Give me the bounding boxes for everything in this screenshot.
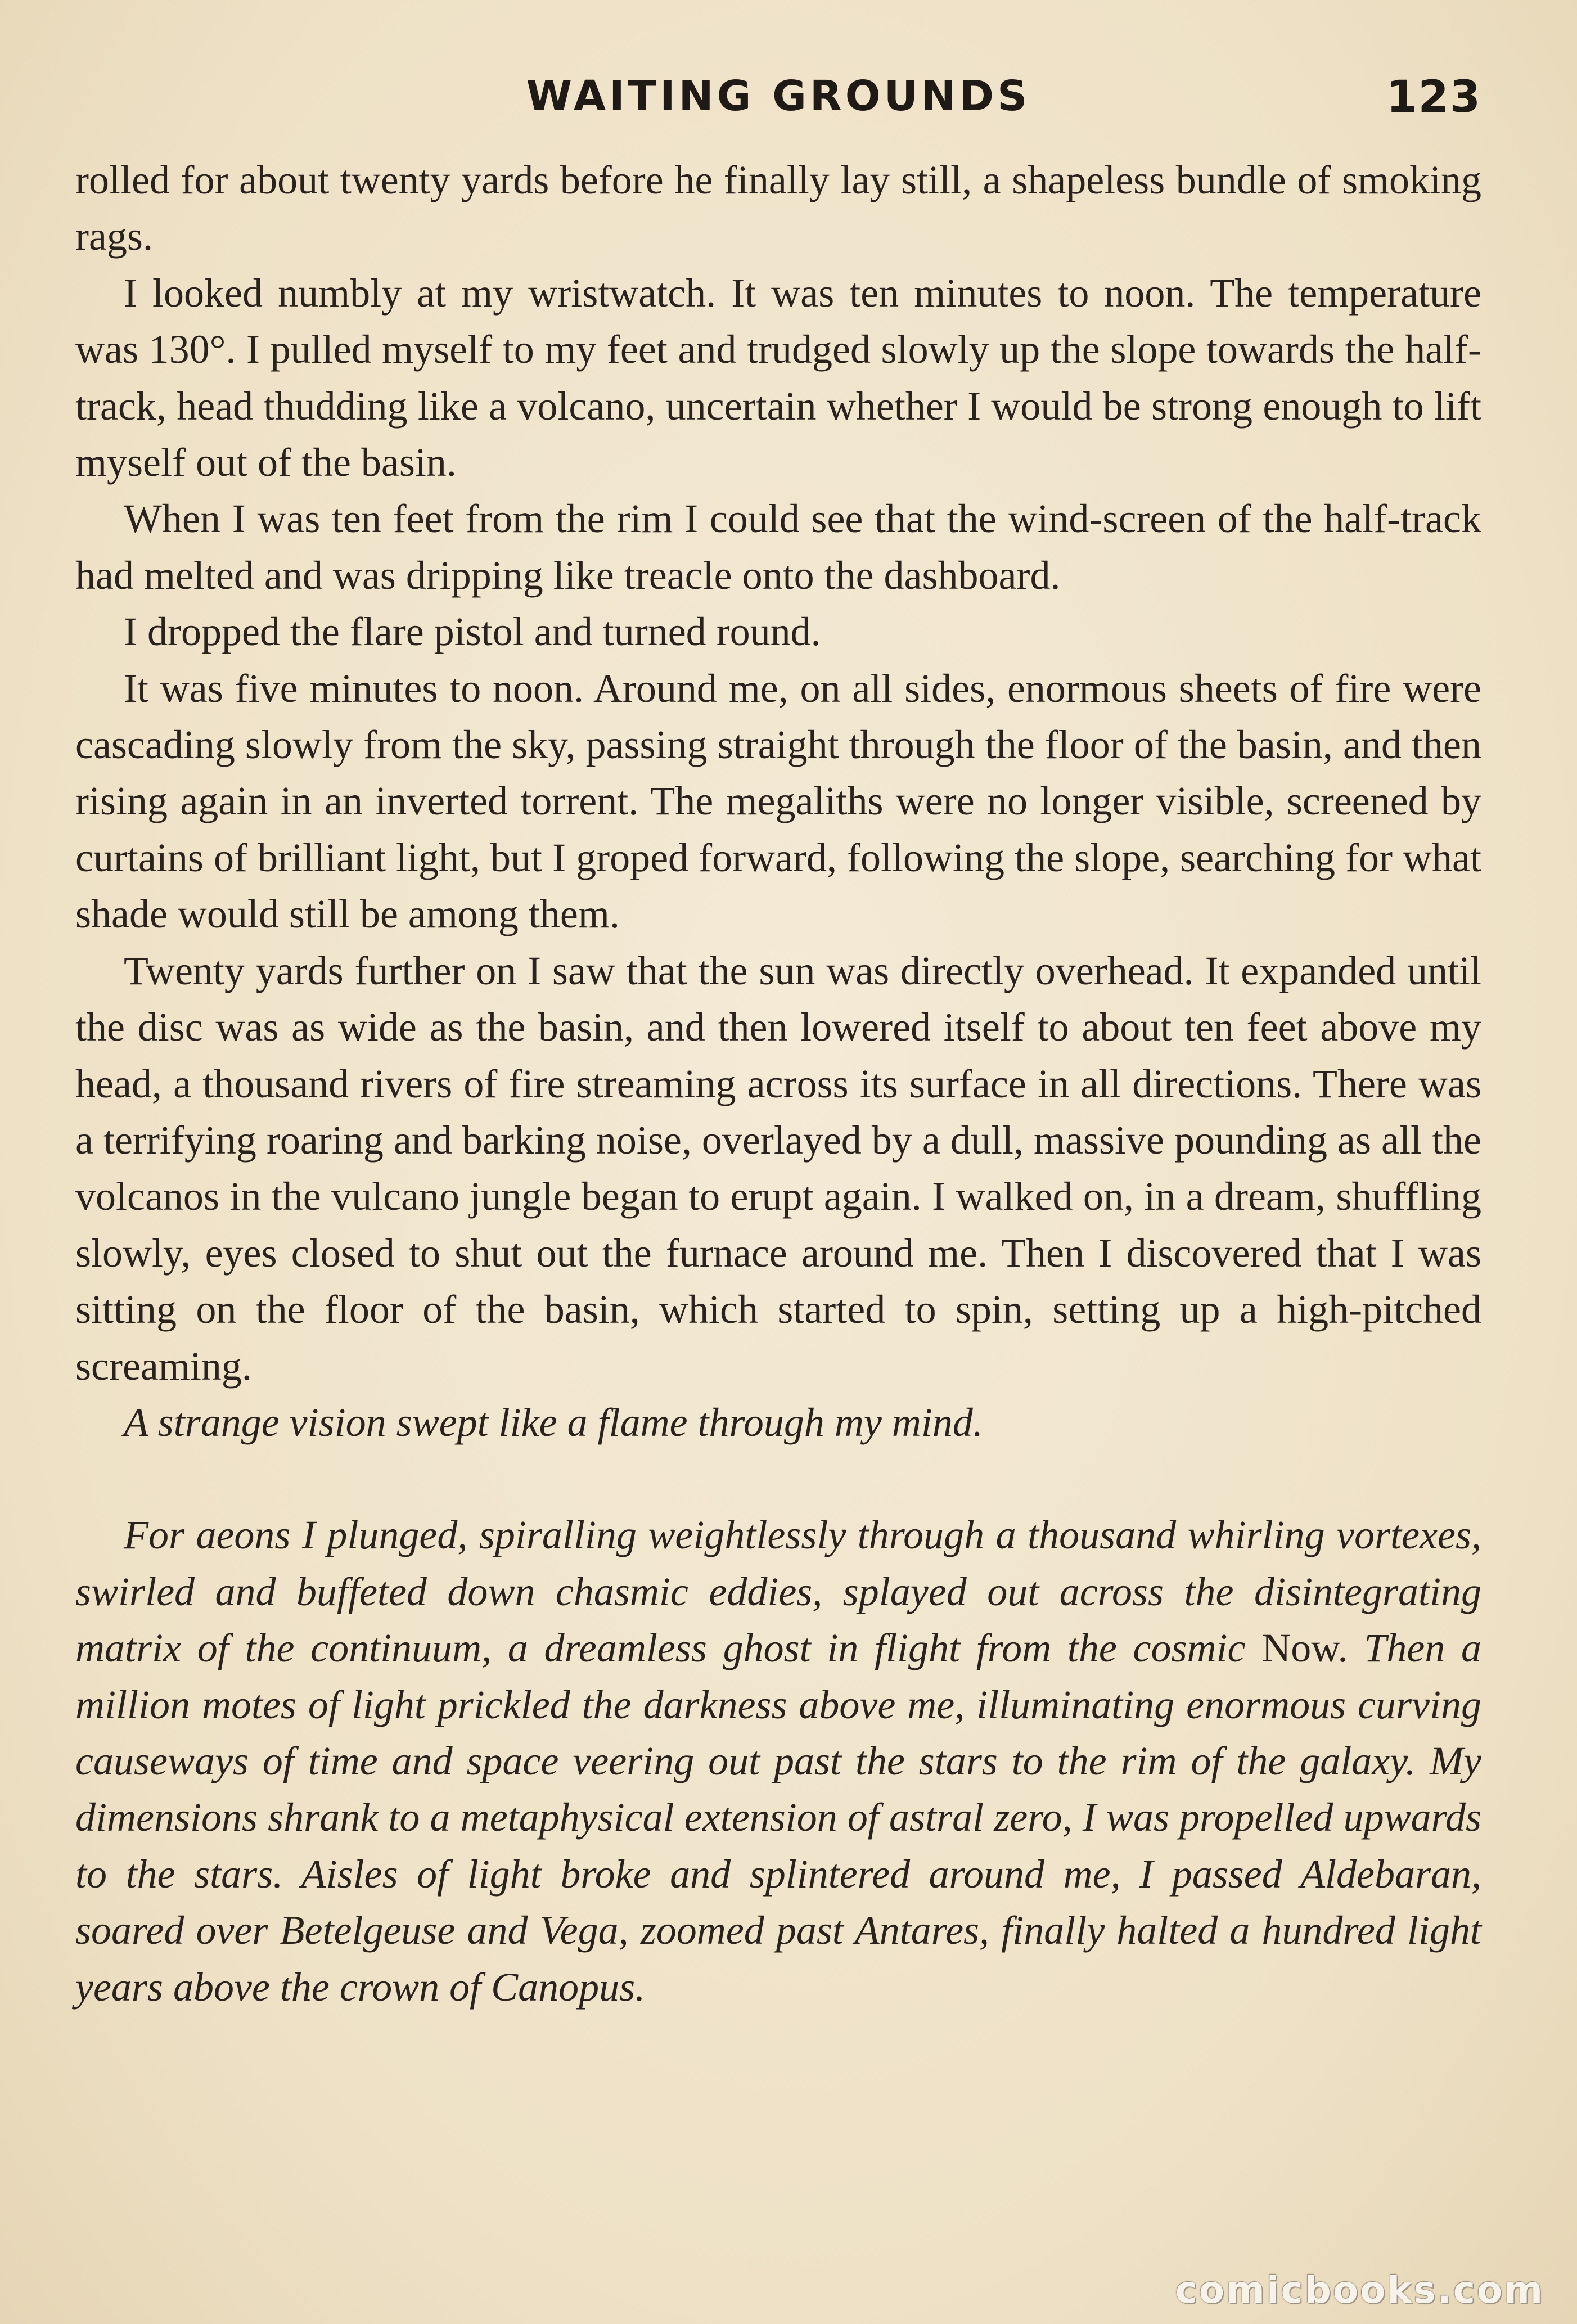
body-text: [75, 152, 1481, 2015]
paragraph: I dropped the flare pistol and turned round.: [124, 609, 821, 655]
vision-text-end: Then a million motes of light prickled the darkness above me, illuminating enormous curving causeways of time and space veering out past the stars to the rim of the galaxy. My dimensions shrank to a metaphysical extension of astral zero, I was propelled upwards to the stars. Aisles of light broke and splintered around me, I passed Aldebaran, soared over Betelgeuse and Vega, zoomed past Antares, finally halted a hundred light years above the crown of Canopus.: [75, 1625, 1481, 2010]
paragraph: It was five minutes to noon. Around me, on all sides, enormous sheets of fire were cascading slowly from the sky, passing straight through the floor of the basin, and then rising again in an inverted torrent. The megaliths were no longer visible, screened by curtains of brilliant light, but I groped forward, following the slope, searching for what shade would still be among them.: [75, 665, 1481, 937]
paragraph: When I was ten feet from the rim I could see that the wind-screen of the half-track had melted and was dripping like treacle onto the dashboard.: [75, 496, 1481, 598]
paragraph: Twenty yards further on I saw that the sun was directly overhead. It expanded until the disc was as wide as the basin, and then lowered itself to about ten feet above my head, a thousand rivers of fire streaming across its surface in all directions. There was a terrifying roaring and barking noise, overlayed by a dull, massive pounding as all the volcanos in the vulcano jungle began to erupt again. I walked on, in a dream, shuffling slowly, eyes closed to shut out the furnace around me. Then I discovered that I was sitting on the floor of the basin, which started to spin, setting up a high-pitched screaming.: [75, 948, 1481, 1389]
page-header: [75, 72, 1481, 134]
vision-text-start: For aeons I plunged, spiralling weightlessly through a thousand whirling vortexes, swirled and buffeted down chasmic eddies, splayed out across the disintegrating matrix of the continuum, a dreamless ghost in flight from the cosmic: [75, 1512, 1481, 1671]
roman-word-now: Now.: [1261, 1625, 1348, 1671]
running-head: WAITING GROUNDS: [526, 72, 1031, 120]
page-number: 123: [1386, 72, 1481, 123]
paragraph-italic: A strange vision swept like a flame through my mind.: [124, 1399, 983, 1445]
paragraph: rolled for about twenty yards before he finally lay still, a shapeless bundle of smoking rags.: [75, 157, 1481, 259]
watermark: comicbooks.com: [1175, 2268, 1544, 2312]
paragraph: I looked numbly at my wristwatch. It was ten minutes to noon. The temperature was 130°. I pulled myself to my feet and trudged slowly up the slope towards the half-track, head thudding like a volcano, uncertain whether I would be strong enough to lift myself out of the basin.: [75, 270, 1481, 485]
vision-paragraph: [75, 1507, 1481, 2015]
